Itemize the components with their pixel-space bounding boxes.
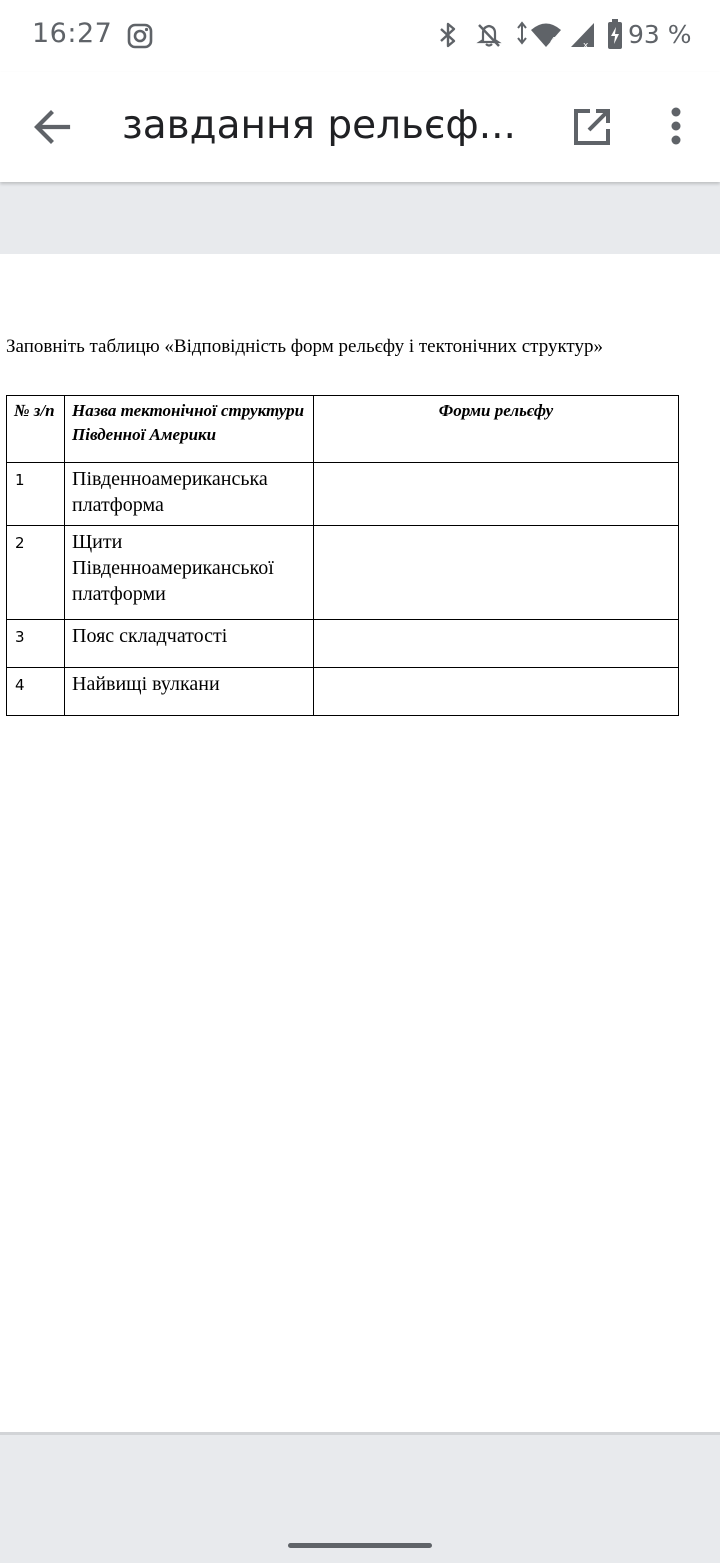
row-number: 4 <box>7 668 65 716</box>
table-header-structure: Назва тектонічної структури Південної Америки <box>65 396 314 463</box>
relief-table <box>6 395 679 716</box>
notifications-off-icon <box>474 20 504 50</box>
status-bar <box>0 0 720 72</box>
arrow-back-icon <box>24 99 80 155</box>
battery-charging-icon <box>606 18 624 50</box>
table-row <box>7 463 679 526</box>
more-options-button[interactable] <box>648 99 704 155</box>
instagram-icon <box>126 22 154 50</box>
document-page[interactable] <box>0 254 720 1432</box>
status-time: 16:27 <box>32 18 113 49</box>
structure-name: Південноамериканська платформа <box>65 463 314 526</box>
table-row <box>7 526 679 620</box>
viewer-top-margin <box>0 182 720 254</box>
structure-name: Щити Південноамериканської платформи <box>65 526 314 620</box>
back-button[interactable] <box>24 99 80 155</box>
row-number: 2 <box>7 526 65 620</box>
open-in-new-button[interactable] <box>564 99 620 155</box>
table-header-row <box>7 396 679 463</box>
wifi-icon <box>514 20 564 50</box>
svg-text:4: 4 <box>550 36 557 47</box>
more-vert-icon <box>648 99 704 155</box>
signal-icon <box>568 20 598 50</box>
row-number: 1 <box>7 463 65 526</box>
open-in-new-icon <box>564 99 620 155</box>
table-row <box>7 668 679 716</box>
document-title: завдання рельєф... <box>122 103 516 148</box>
structure-name: Найвищі вулкани <box>65 668 314 716</box>
app-bar <box>0 72 720 182</box>
bluetooth-icon <box>436 20 460 50</box>
row-number: 3 <box>7 620 65 668</box>
landforms-cell <box>314 526 679 620</box>
table-header-landforms: Форми рельєфу <box>314 396 679 463</box>
document-instruction: Заповніть таблицю «Відповідність форм рельєфу і тектонічних структур» <box>6 336 603 357</box>
table-row <box>7 620 679 668</box>
table-header-number: № з/п <box>7 396 65 463</box>
structure-name: Пояс складчатості <box>65 620 314 668</box>
landforms-cell <box>314 668 679 716</box>
battery-percentage: 93 % <box>628 20 692 49</box>
gesture-nav-handle[interactable] <box>288 1543 432 1548</box>
svg-text:x: x <box>583 41 589 50</box>
landforms-cell <box>314 463 679 526</box>
landforms-cell <box>314 620 679 668</box>
